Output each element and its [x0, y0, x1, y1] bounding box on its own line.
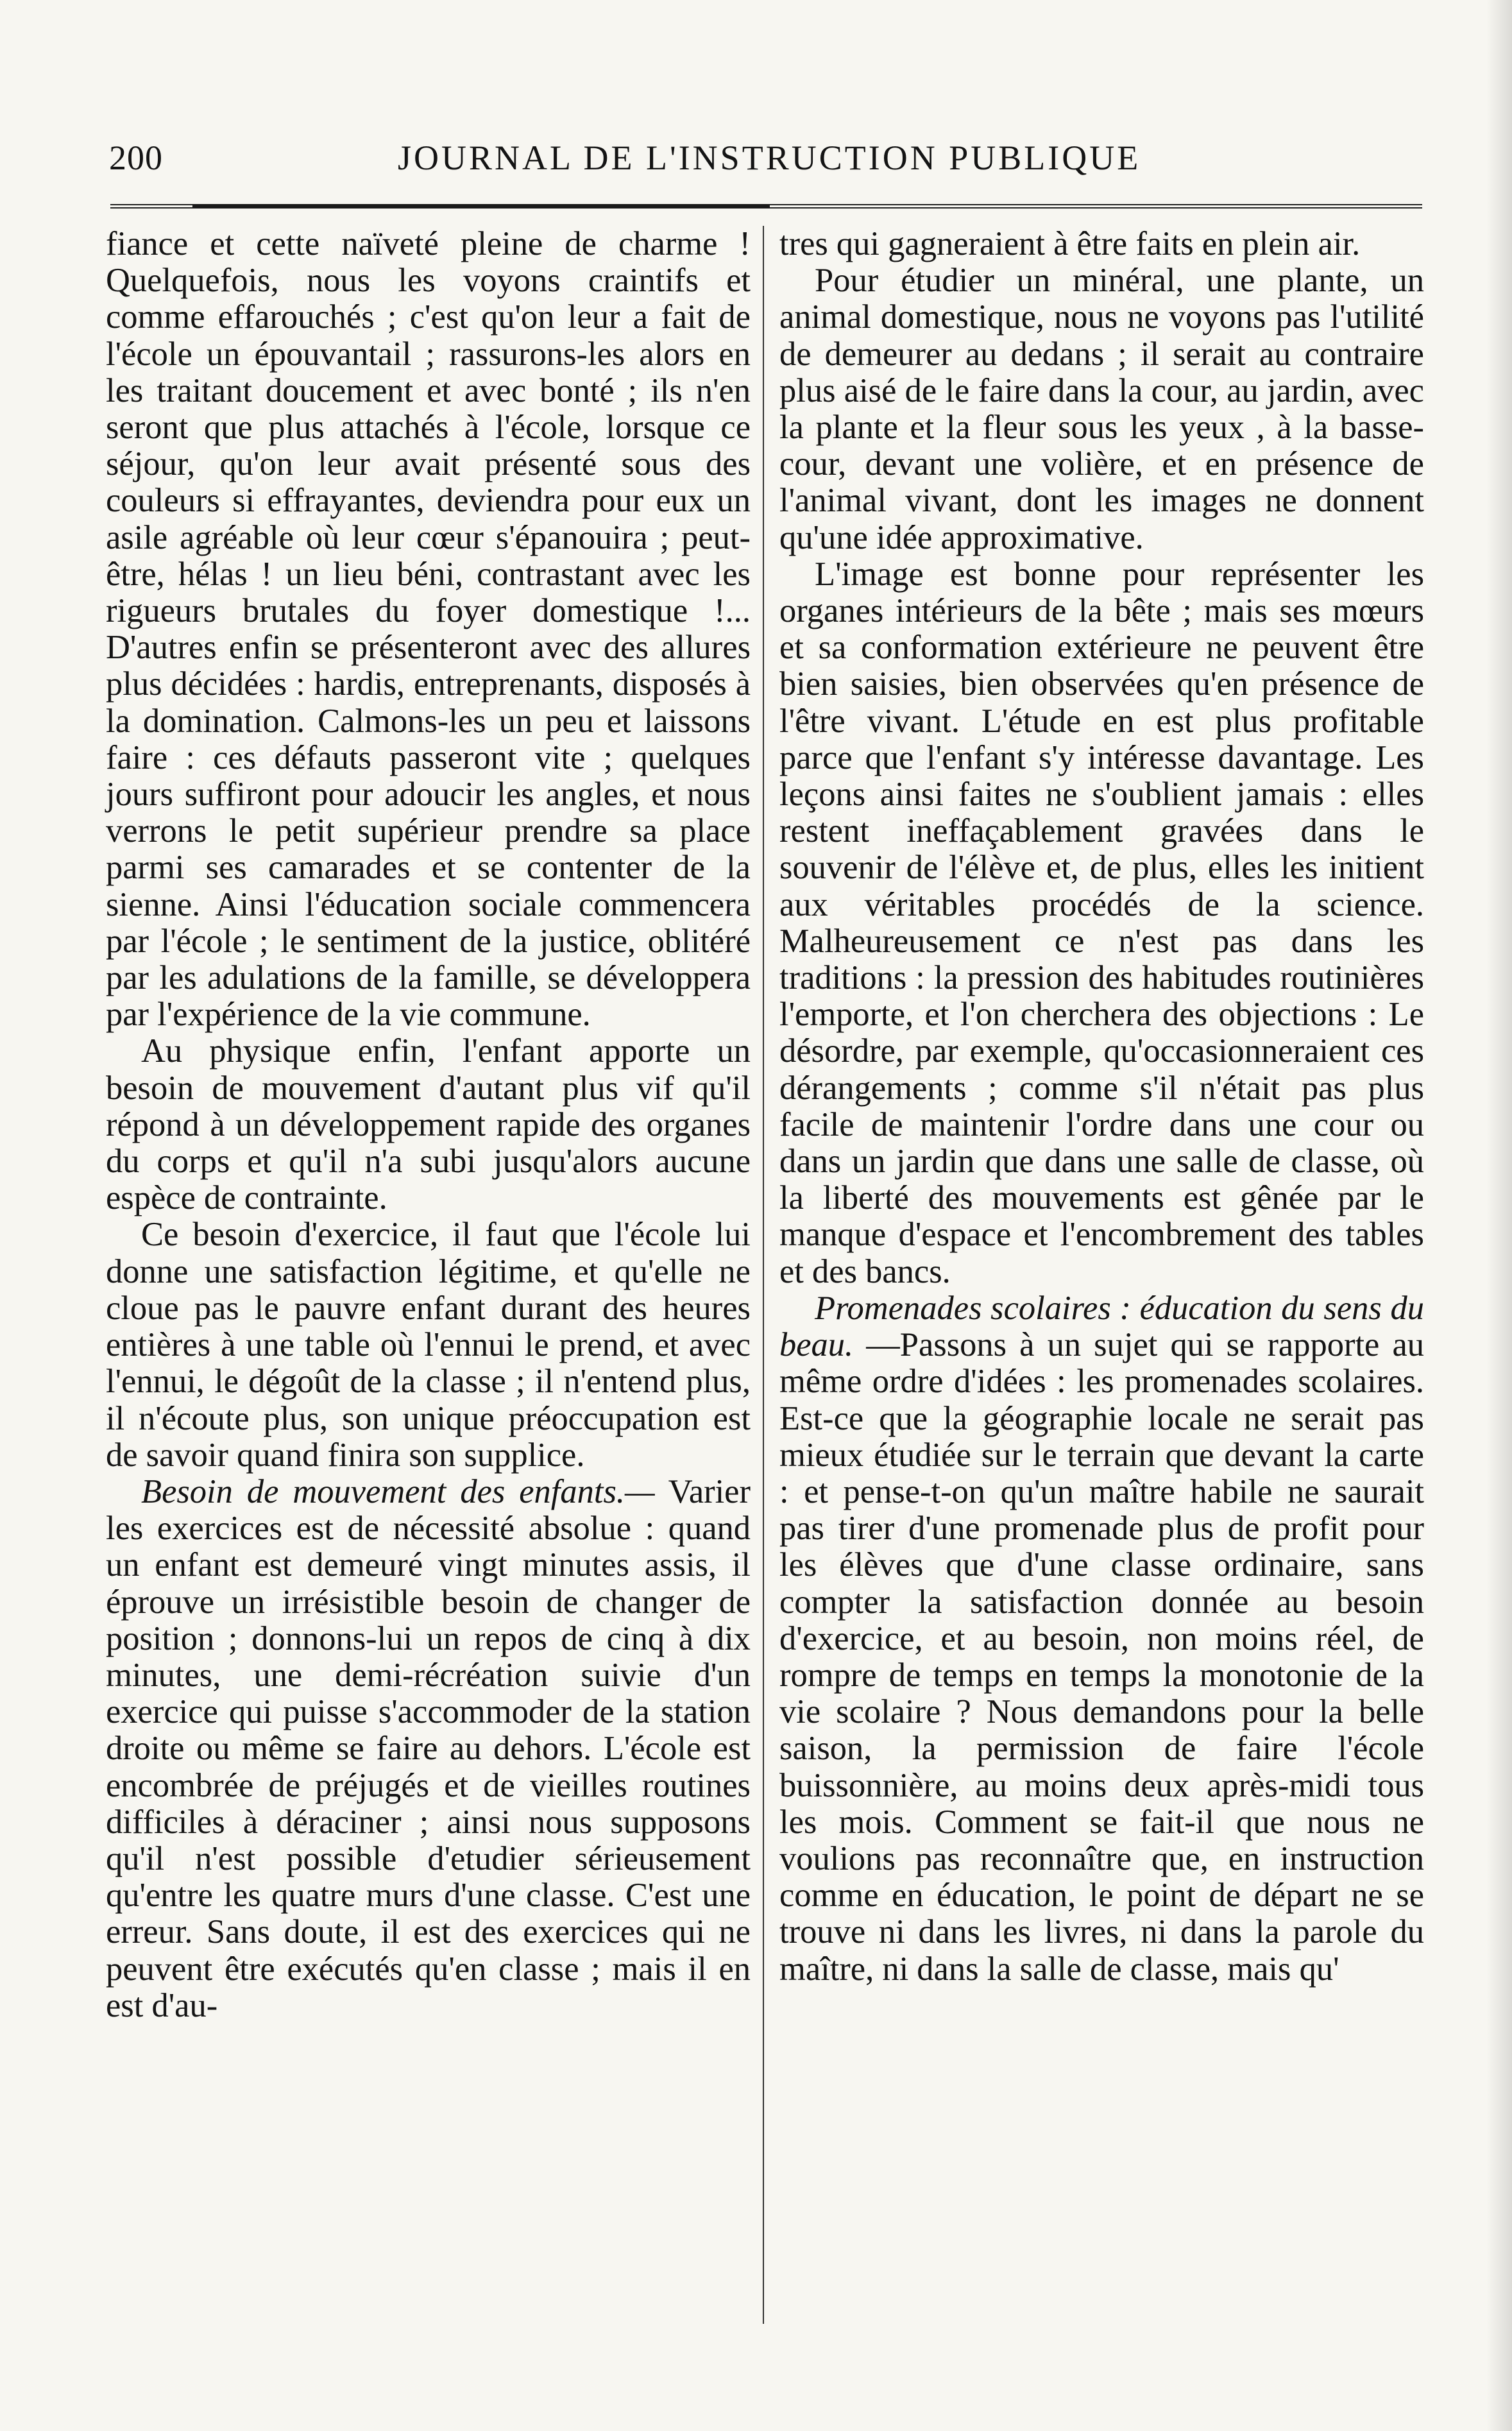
right-column	[779, 226, 1424, 1988]
page-number: 200	[109, 139, 163, 177]
paragraph-text: Varier les exercices est de nécessité absolue : quand un enfant est demeuré vingt minutes assis, il éprouve un irrésistible besoin de changer de position ; donnons-lui un repos de cinq à dix minutes, une demi-récréation suivie d'un exercice qui puisse s'accommoder de la station droite ou même se faire au dehors. L'école est encombrée de préjugés et de vieilles routines difficiles à déraciner ; ainsi nous supposons qu'il n'est possible d'etudier sérieusement qu'entre les quatre murs d'une classe. C'est une erreur. Sans doute, il est des exercices qui ne peuvent être exécutés qu'en classe ; mais il en est d'au-	[106, 1472, 751, 2024]
paragraph	[106, 1216, 751, 1473]
paragraph	[779, 1290, 1424, 1988]
paragraph-text: L'image est bonne pour représenter les organes intérieurs de la bête ; mais ses mœurs et sa conformation extérieure ne peuvent être bien saisies, bien observées qu'en présence de l'être vivant. L'étude en est plus profitable parce que l'enfant s'y intéresse davantage. Les leçons ainsi faites ne s'oublient jamais : elles restent ineffaçablement gravées dans le souvenir de l'élève et, de plus, elles les initient aux véritables procédés de la science. Malheureusement ce n'est pas dans les traditions : la pression des habitudes routinières l'emporte, et l'on cherchera des objections : Le désordre, par exemple, qu'occasionneraient ces dérangements ; comme s'il n'était pas plus facile de maintenir l'ordre dans une cour ou dans un jardin que dans une salle de classe, où la liberté des mouvements est gênée par le manque d'espace et l'encombrement des tables et des bancs.	[779, 555, 1424, 1290]
paragraph	[106, 226, 751, 1033]
paragraph-text: —Passons à un sujet qui se rapporte au même ordre d'idées : les promenades scolaires. Est-ce que la géographie locale ne serait pas mieux étudiée sur le terrain que devant la carte : et pense-t-on qu'un maître habile ne saurait pas tirer d'une promenade plus de profit pour les élèves que d'une classe ordinaire, sans compter la satisfaction donnée au besoin d'exercice, et au besoin, non moins réel, de rompre de temps en temps la monotonie de la vie scolaire ? Nous demandons pour la belle saison, la permission de faire l'école buissonnière, au moins deux après-midi tous les mois. Comment se fait-il que nous ne voulions pas reconnaître que, en instruction comme en éducation, le point de départ ne se trouve ni dans les livres, ni dans la parole du maître, ni dans la salle de classe, mais qu'	[779, 1326, 1425, 1988]
running-title: JOURNAL DE L'INSTRUCTION PUBLIQUE	[398, 139, 1141, 177]
header-rule-accent	[192, 204, 770, 208]
paragraph-text: tres qui gagneraient à être faits en plein air.	[779, 225, 1361, 262]
page-edge-shadow	[1486, 0, 1512, 2431]
paragraph	[779, 262, 1424, 556]
paragraph	[106, 1474, 751, 2024]
paragraph	[779, 556, 1424, 1290]
page-header	[103, 138, 1431, 189]
section-heading: Besoin de mouvement des enfants.—	[141, 1472, 655, 1510]
paragraph	[779, 226, 1424, 262]
paragraph-text: Ce besoin d'exercice, il faut que l'école lui donne une satisfaction légitime, et qu'elle ne cloue pas le pauvre enfant durant des heures entières à une table où l'ennui le prend, et avec l'ennui, le dégoût de la classe ; il n'entend plus, il n'écoute plus, son unique préoccupation est de savoir quand finira son supplice.	[106, 1216, 751, 1474]
paragraph-text: Au physique enfin, l'enfant apporte un besoin de mouvement d'autant plus vif qu'il répond à un développement rapide des organes du corps et qu'il n'a subi jusqu'alors aucune espèce de contrainte.	[106, 1032, 751, 1217]
column-divider	[763, 226, 764, 2324]
paragraph-text: Pour étudier un minéral, une plante, un animal domestique, nous ne voyons pas l'utilité de demeurer au dedans ; il serait au contraire plus aisé de le faire dans la cour, au jardin, avec la plante et la fleur sous les yeux , à la basse-cour, devant une volière, et en présence de l'animal vivant, dont les images ne donnent qu'une idée approximative.	[779, 262, 1424, 556]
section-heading: Promenades scolaires : éducation du sens du beau.	[779, 1289, 1424, 1364]
left-column	[106, 226, 751, 2024]
paragraph-text: fiance et cette naïveté pleine de charme ! Quelquefois, nous les voyons craintifs et comme effarouchés ; c'est qu'on leur a fait de l'école un épouvantail ; rassurons-les alors en les traitant doucement et avec bonté ; ils n'en seront que plus attachés à l'école, lorsque ce séjour, qu'on leur avait présenté sous des couleurs si effrayantes, deviendra pour eux un asile agréable où leur cœur s'épanouira ; peut-être, hélas ! un lieu béni, contrastant avec les rigueurs brutales du foyer domestique !... D'autres enfin se présenteront avec des allures plus décidées : hardis, entreprenants, disposés à la domination. Calmons-les un peu et laissons faire : ces défauts passeront vite ; quelques jours suffiront pour adoucir les angles, et nous verrons le petit supérieur prendre sa place parmi ses camarades et se contenter de la sienne. Ainsi l'éducation sociale commencera par l'école ; le sentiment de la justice, oblitéré par les adulations de la famille, se développera par l'expérience de la vie commune.	[106, 225, 751, 1034]
paragraph	[106, 1033, 751, 1216]
